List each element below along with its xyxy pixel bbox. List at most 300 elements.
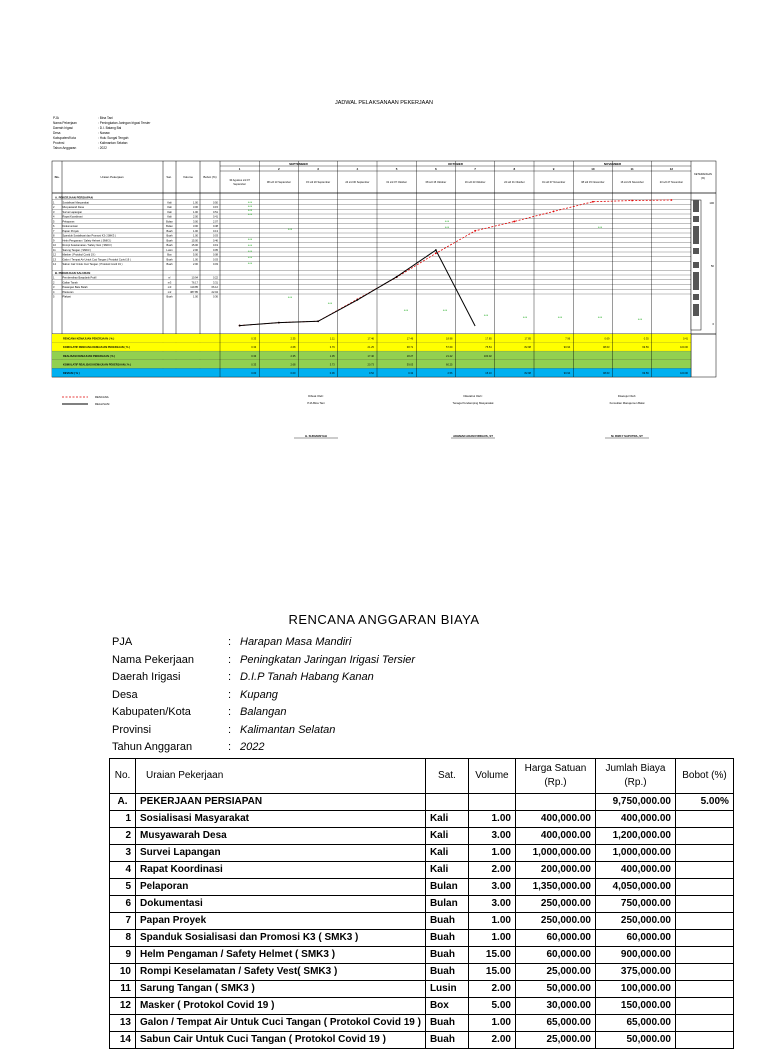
row-number: 8: [53, 234, 55, 238]
col-jumlah: Jumlah Biaya (Rp.): [595, 759, 675, 794]
summary-value: 2.35: [290, 354, 296, 358]
realisasi-point: [278, 322, 280, 324]
bar-value: 0.00: [522, 317, 528, 319]
row-volume: 15.00: [191, 239, 198, 243]
row-sat: Buah: [166, 258, 173, 262]
bar-value: 0.00: [597, 317, 603, 319]
row-uraian: Survei Lapangan: [62, 210, 83, 214]
row-no: 1: [110, 811, 136, 828]
row-number: 13: [53, 258, 56, 262]
week-number: 12: [669, 167, 674, 171]
summary-value: 17.46: [367, 337, 374, 341]
row-volume: 1.00: [468, 845, 515, 862]
row-volume: 1.00: [468, 1015, 515, 1032]
col-volume-header: Volume: [182, 175, 194, 179]
row-jumlah: 4,050,000.00: [595, 879, 675, 896]
row-volume: 1.00: [192, 210, 198, 214]
col-bobot-header: Bobot (%): [203, 175, 217, 179]
table-row: [110, 913, 734, 930]
row-uraian: Sarung Tangan ( SMK3 ): [136, 981, 426, 998]
row-bobot: 0.08: [212, 253, 218, 257]
col-harga: Harga Satuan (Rp.): [515, 759, 595, 794]
summary-value: 0.33: [251, 346, 257, 350]
bar-value: 0.00: [247, 206, 253, 208]
rab-info-colon: :: [228, 653, 232, 666]
row-bobot: [675, 862, 733, 879]
week-date: 08 s/d 13 September: [266, 181, 291, 184]
schedule-info-value: : Bina Tani: [98, 116, 113, 120]
row-volume: 5.00: [192, 253, 198, 257]
summary-value: 17.85: [524, 337, 531, 341]
week-number: 4: [356, 167, 359, 171]
summary-label: REALISASI KEMAJUAN PEKERJAAN ( % ): [63, 354, 116, 358]
row-volume: 2.00: [468, 981, 515, 998]
row-harga: 60,000.00: [515, 930, 595, 947]
row-bobot: [675, 879, 733, 896]
row-volume: 1.00: [192, 295, 198, 299]
schedule-info-value: : Hulu Sungai Tengah: [98, 136, 129, 140]
bar-value: 0.00: [444, 227, 450, 229]
row-harga: 25,000.00: [515, 964, 595, 981]
week-date: 24 s/d 31 Oktober: [504, 181, 525, 184]
summary-value: 39.03: [406, 363, 414, 367]
row-sat: Kali: [167, 201, 172, 205]
row-sat: Kali: [425, 845, 468, 862]
row-sat: Buah: [425, 947, 468, 964]
summary-value: 21.25: [367, 346, 374, 350]
month-label: OKTOBER: [448, 162, 463, 166]
table-row: [110, 964, 734, 981]
week-date: 16 s/d 23 Oktober: [464, 181, 486, 184]
row-bobot: 0.15: [212, 206, 218, 209]
summary-value: 0.32: [408, 372, 414, 375]
row-bobot: 0.38: [212, 225, 218, 228]
summary-value: 20.73: [367, 363, 374, 367]
row-jumlah: 150,000.00: [595, 998, 675, 1015]
row-no: 5: [110, 879, 136, 896]
realisasi-point: [356, 299, 358, 301]
schedule-info-value: : 2022: [98, 146, 107, 150]
row-jumlah: 50,000.00: [595, 1032, 675, 1049]
signature-role: Diketahui Oleh:: [463, 394, 483, 398]
schedule-info-label: Nama Pekerjaan: [53, 121, 77, 125]
rencana-point: [553, 211, 555, 213]
summary-value: 1.05: [329, 354, 335, 358]
bar-value: 0.00: [403, 310, 409, 312]
row-uraian: Pembersihan Bowplank Profil: [62, 276, 97, 280]
signature-name: AKHMAD ADAM FIRDAUS, ST: [453, 434, 493, 438]
row-number: 6: [53, 225, 55, 228]
row-uraian: Rompi Keselamatan / Safety Vest( SMK3 ): [136, 964, 426, 981]
row-bobot: 3.31: [212, 281, 218, 285]
summary-value: 0.06: [329, 372, 335, 375]
bar-value: 0.00: [483, 315, 489, 317]
summary-value: 82.98: [524, 346, 531, 350]
row-no: 11: [110, 981, 136, 998]
bar-value: 0.00: [247, 257, 253, 259]
week-number: 7: [474, 167, 476, 171]
summary-value: 17.85: [485, 337, 492, 341]
col-keterangan-unit: (%): [700, 177, 706, 180]
summary-value: 99.59: [642, 346, 649, 350]
week-date: 01 s/d 07 Oktober: [386, 181, 407, 184]
bar-value: 0.00: [444, 221, 450, 223]
table-row: [110, 845, 734, 862]
bar-value: 0.00: [287, 229, 293, 231]
col-no: No.: [110, 759, 136, 794]
bar-value: 0.00: [247, 239, 253, 241]
summary-label: KOMULATIF RENCANA KEMAJUAN PEKERJAAN ( % ): [63, 346, 131, 350]
row-jumlah: 60,000.00: [595, 930, 675, 947]
rab-info-label: Tahun Anggaran: [112, 741, 193, 753]
rab-info-label: PJA: [112, 636, 133, 648]
row-sat: Bulan: [166, 225, 173, 228]
row-uraian: Galon / Tempat Air Untuk Cuci Tangan ( Protokol Covid 19 ): [136, 1015, 426, 1032]
signature-role: Disetujui Oleh:: [617, 394, 637, 398]
section-jumlah: 9,750,000.00: [595, 794, 675, 811]
summary-value: 0.69: [604, 337, 610, 341]
row-bobot: [675, 1015, 733, 1032]
row-sat: m': [168, 276, 171, 280]
week-date: 24 s/d 30 September: [345, 181, 370, 184]
row-sat: Kali: [425, 862, 468, 879]
row-uraian: Dokumentasi: [62, 225, 78, 228]
summary-value: 99.59: [642, 372, 649, 375]
summary-value: 2.56: [447, 372, 453, 375]
row-volume: 119.85: [190, 286, 198, 289]
summary-value: 2.35: [290, 337, 296, 341]
row-bobot: [675, 913, 733, 930]
row-uraian: Dokumentasi: [136, 896, 426, 913]
row-number: 14: [53, 263, 56, 266]
row-sat: Box: [167, 253, 172, 257]
summary-value: 2.68: [290, 346, 296, 350]
row-sat: Buah: [166, 234, 173, 238]
row-no: 3: [110, 845, 136, 862]
schedule-info-value: : D.I. Batang Bai: [98, 126, 122, 130]
row-volume: 76.17: [191, 281, 198, 285]
week-date: 01 s/d 07 November: [541, 181, 566, 184]
summary-value: 18.98: [446, 337, 453, 341]
row-sat: Buah: [166, 244, 173, 247]
row-bobot: 0.03: [212, 258, 218, 262]
row-no: 10: [110, 964, 136, 981]
row-number: 9: [53, 239, 55, 243]
week-number: 11: [630, 167, 634, 171]
row-volume: 1.00: [468, 930, 515, 947]
row-uraian: Masker ( Protokol Covid 19 ): [62, 253, 96, 257]
schedule-info-value: : Nanaw: [98, 131, 110, 135]
gauge-bar: [693, 248, 699, 254]
summary-value: 0.00: [251, 372, 257, 375]
row-no: 6: [110, 896, 136, 913]
signature-org: Tenaga Pendamping Masyarakat: [452, 401, 494, 405]
signature-name: H. SUDIANSYAH: [305, 434, 327, 438]
schedule-info-label: Tahun Anggaran: [53, 146, 77, 150]
week-date: 08 s/d 15 Oktober: [425, 181, 447, 184]
gauge-axis-label: 50: [710, 264, 714, 268]
row-uraian: Sosialisasi Masyarakat: [62, 201, 89, 205]
gauge-bar: [693, 226, 699, 244]
row-uraian: Sarung Tangan ( SMK3 ): [62, 248, 91, 252]
row-volume: 3.00: [468, 879, 515, 896]
row-bobot: [675, 930, 733, 947]
rencana-point: [435, 252, 437, 254]
row-sat: Bulan: [425, 896, 468, 913]
schedule-info-label: Daerah Irigasi: [53, 126, 73, 130]
summary-value: 82.98: [524, 372, 531, 375]
gauge-axis-label: 0: [712, 322, 714, 326]
row-sat: Bulan: [425, 879, 468, 896]
row-harga: 60,000.00: [515, 947, 595, 964]
signature-name: M. RIZKY SAPUTRA, ST: [611, 434, 643, 438]
row-jumlah: 400,000.00: [595, 862, 675, 879]
row-bobot: [675, 1032, 733, 1049]
row-volume: 5.00: [468, 998, 515, 1015]
row-number: 2: [53, 206, 55, 209]
table-row: [110, 947, 734, 964]
rab-info-value: Harapan Masa Mandiri: [240, 636, 352, 648]
bar-value: 0.00: [637, 319, 643, 321]
row-uraian: Plesteran: [62, 290, 74, 294]
row-sat: Kali: [167, 215, 172, 219]
row-no: 14: [110, 1032, 136, 1049]
rab-info-value: Balangan: [240, 706, 287, 718]
row-number: 10: [53, 244, 56, 247]
summary-value: 0.33: [251, 354, 257, 358]
row-harga: 250,000.00: [515, 896, 595, 913]
rab-info-colon: :: [228, 723, 232, 736]
rab-info-value: Peningkatan Jaringan Irigasi Tersier: [240, 653, 416, 666]
row-uraian: Galon / Tempat Air Untuk Cuci Tangan ( Protokol Covid 19 ): [62, 258, 131, 262]
row-bobot: 66.12: [211, 286, 218, 289]
row-sat: m2: [167, 290, 172, 294]
row-sat: Lusin: [166, 248, 173, 252]
rab-table: [109, 758, 734, 1049]
row-volume: 2.00: [192, 248, 198, 252]
month-label: SEPTEMBER: [289, 162, 308, 166]
row-number: 1: [53, 276, 55, 280]
rab-info-label: Provinsi: [112, 723, 152, 736]
bar-value: 0.00: [247, 214, 253, 216]
summary-value: 17.46: [406, 337, 414, 341]
summary-label: DEVIASI ( % ): [63, 372, 80, 375]
bar-value: 0.00: [247, 202, 253, 204]
row-bobot: 0.41: [212, 215, 218, 219]
legend-rencana-label: RENCANA: [95, 395, 109, 399]
row-uraian: Musyawarah Desa: [62, 206, 84, 209]
row-volume: 2.00: [192, 215, 198, 219]
row-volume: 2.00: [468, 862, 515, 879]
week-date: 15 s/d 20 September: [306, 181, 331, 184]
summary-value: 98.63: [603, 346, 610, 350]
col-volume: Volume: [468, 759, 515, 794]
schedule-info-label: Kabupaten/Kota: [53, 136, 76, 140]
row-bobot: [675, 981, 733, 998]
row-bobot: [675, 845, 733, 862]
col-no-header: No.: [54, 175, 60, 179]
rab-info-label: Desa: [112, 688, 138, 701]
signature-role: Dibuat Oleh:: [308, 394, 324, 398]
schedule-info-label: Provinsi: [53, 141, 65, 145]
row-jumlah: 900,000.00: [595, 947, 675, 964]
summary-value: 0.41: [682, 337, 688, 341]
week-number: 8: [513, 167, 516, 171]
summary-value: 1.11: [329, 337, 335, 341]
week-number: 1: [238, 167, 241, 171]
week-date: 16 s/d 23 November: [620, 181, 644, 184]
row-volume: 1.00: [192, 258, 198, 262]
legend-realisasi-label: REALISASI: [95, 402, 110, 406]
row-harga: 1,000,000.00: [515, 845, 595, 862]
row-uraian: Pasangan Batu Belah: [62, 286, 88, 289]
summary-label: RENCANA KEMAJUAN PEKERJAAN ( % ): [63, 337, 115, 341]
table-row: [110, 811, 734, 828]
rab-info-colon: :: [228, 706, 232, 718]
row-uraian: Masker ( Protokol Covid 19 ): [136, 998, 426, 1015]
rab-info-row: [112, 636, 415, 654]
bar-value: 0.00: [442, 310, 448, 312]
summary-value: 0.33: [251, 363, 257, 367]
row-bobot: 0.36: [212, 295, 218, 299]
table-row: [110, 981, 734, 998]
rencana-point: [592, 201, 594, 203]
row-volume: 1.00: [192, 234, 198, 238]
realisasi-point: [396, 276, 398, 278]
row-no: 2: [110, 828, 136, 845]
row-number: 3: [53, 286, 55, 289]
schedule-title: JADWAL PELAKSANAAN PEKERJAAN: [334, 100, 434, 106]
gauge-axis-label: 100: [709, 201, 714, 205]
col-uraian: Uraian Pekerjaan: [136, 759, 426, 794]
section-a-label: A. PEKERJAAN PERSIAPAN: [55, 195, 93, 200]
row-uraian: Spanduk Sosialisasi dan Promosi K3 ( SMK3 ): [62, 234, 116, 238]
col-bobot: Bobot (%): [675, 759, 733, 794]
week-number: 6: [435, 167, 437, 171]
week-number: 10: [591, 167, 595, 171]
week-number: 9: [552, 167, 555, 171]
row-uraian: Rapat Koordinasi: [136, 862, 426, 879]
row-harga: 200,000.00: [515, 862, 595, 879]
row-no: 13: [110, 1015, 136, 1032]
week-number: 3: [317, 167, 319, 171]
row-number: 7: [53, 229, 55, 233]
row-volume: 15.00: [191, 244, 198, 247]
summary-value: 0.00: [290, 372, 296, 375]
rencana-point: [474, 230, 476, 232]
row-uraian: Pelaporan: [136, 879, 426, 896]
row-sat: Kali: [167, 206, 172, 209]
row-bobot: 0.46: [212, 239, 218, 243]
rab-info-colon: :: [228, 741, 232, 753]
table-row: [110, 879, 734, 896]
row-sat: Buah: [425, 913, 468, 930]
rencana-point: [670, 199, 672, 201]
table-row: [110, 930, 734, 947]
bar-value: 0.00: [557, 317, 563, 319]
section-row: [110, 794, 734, 811]
row-uraian: Survei Lapangan: [136, 845, 426, 862]
summary-value: 100.02: [483, 354, 492, 358]
rencana-point: [631, 200, 633, 202]
row-sat: Buah: [425, 930, 468, 947]
row-bobot: 0.03: [212, 263, 218, 266]
row-uraian: Rompi Keselamatan / Safety Vest ( SMK3 ): [62, 244, 113, 247]
row-number: 4: [53, 290, 55, 294]
rab-sheet: [0, 590, 768, 1045]
bar-value: 0.00: [247, 210, 253, 212]
row-volume: 2.00: [468, 1032, 515, 1049]
bar-value: 0.00: [287, 297, 293, 299]
row-bobot: 0.50: [212, 201, 218, 205]
section-b-label: B. PEKERJAAN SALURAN: [55, 270, 91, 275]
bar-value: 0.00: [597, 227, 603, 229]
month-label: NOVEMBER: [603, 162, 622, 166]
signature-org: Konsultan Manajemen Balai: [609, 401, 645, 405]
bar-value: 0.00: [247, 251, 253, 253]
week-number: 2: [278, 167, 280, 171]
row-bobot: 0.13: [212, 229, 218, 233]
week-number: 5: [395, 167, 398, 171]
section-bobot: 5.00%: [675, 794, 733, 811]
gauge-bar: [693, 272, 699, 290]
summary-label: KOMULATIF REALISASI KEMAJUAN PEKERJAAN ( % ): [63, 363, 131, 367]
row-number: 4: [53, 215, 55, 219]
row-bobot: [675, 998, 733, 1015]
rab-info-colon: :: [228, 671, 232, 683]
row-bobot: 0.05: [212, 248, 218, 252]
row-sat: Buah: [166, 229, 173, 233]
summary-value: 18.27: [406, 354, 414, 358]
col-keterangan-header: KETERANGAN: [694, 173, 712, 176]
rab-info-row: [112, 741, 415, 759]
row-sat: m3: [167, 286, 172, 289]
gauge-bar: [693, 304, 699, 316]
section-label: PEKERJAAN PERSIAPAN: [136, 794, 426, 811]
summary-value: 75.54: [485, 346, 492, 350]
row-no: 8: [110, 930, 136, 947]
schedule-info-value: : Peningkatan Jaringan Irigasi Tersier: [98, 121, 151, 125]
col-sat-header: Sat.: [166, 175, 172, 179]
row-sat: Kali: [425, 811, 468, 828]
summary-value: 2.68: [290, 363, 296, 367]
rab-info-label: Kabupaten/Kota: [112, 706, 191, 718]
row-number: 5: [53, 220, 55, 224]
row-volume: 3.00: [468, 828, 515, 845]
summary-value: 100.00: [680, 346, 688, 350]
rab-info-row: [112, 689, 415, 707]
realisasi-point: [435, 249, 437, 251]
realisasi-point: [239, 325, 241, 327]
gauge-bar: [693, 200, 699, 212]
row-sat: Buah: [425, 964, 468, 981]
rab-info-value: 2022: [240, 741, 265, 753]
row-uraian: Musyawarah Desa: [136, 828, 426, 845]
row-harga: 65,000.00: [515, 1015, 595, 1032]
row-bobot: 0.51: [212, 210, 218, 214]
row-sat: Box: [425, 998, 468, 1015]
table-row: [110, 896, 734, 913]
row-number: 1: [53, 201, 55, 205]
row-bobot: [675, 947, 733, 964]
summary-value: 100.00: [680, 372, 688, 375]
row-bobot: 0.22: [212, 276, 218, 280]
row-uraian: Sabun Cair Untuk Cuci Tangan ( Protokol Covid 19 ): [62, 263, 123, 266]
schedule-info-label: Desa: [53, 131, 61, 135]
table-row: [110, 998, 734, 1015]
row-jumlah: 100,000.00: [595, 981, 675, 998]
row-number: 11: [53, 248, 56, 252]
